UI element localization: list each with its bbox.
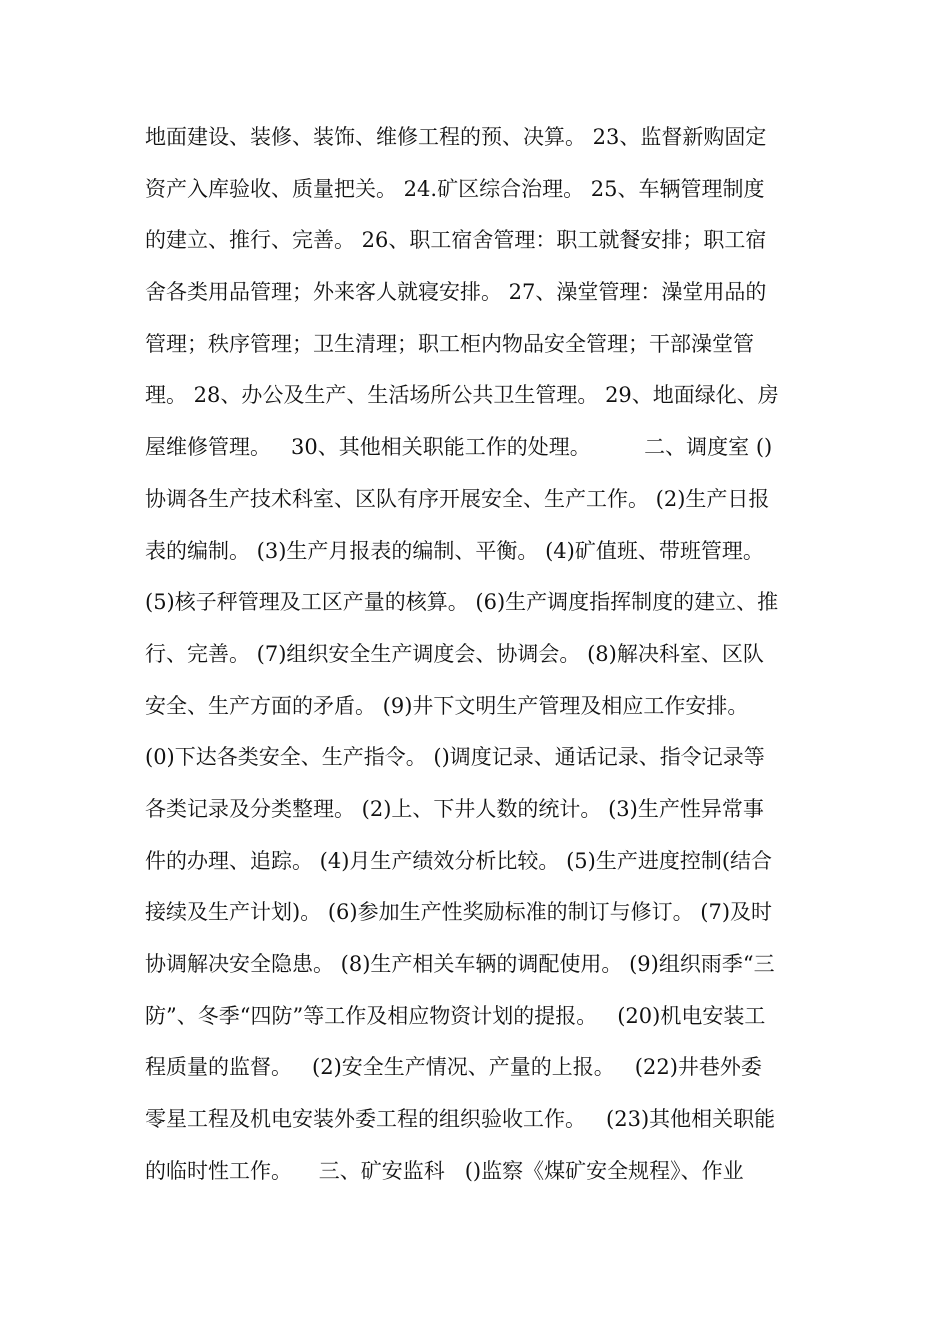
- text-line: 行、完善。 (7)组织安全生产调度会、协调会。 (8)解决科室、区队: [145, 641, 764, 666]
- text-line: (5)核子秤管理及工区产量的核算。 (6)生产调度指挥制度的建立、推: [145, 590, 779, 615]
- text-line: 理。 28、办公及生产、生活场所公共卫生管理。 29、地面绿化、房: [145, 383, 779, 408]
- text-line: 地面建设、装修、装饰、维修工程的预、决算。 23、监督新购固定: [145, 125, 767, 149]
- text-line: 接续及生产计划)。 (6)参加生产性奖励标准的制订与修订。 (7)及时: [145, 900, 773, 925]
- text-line: 协调各生产技术科室、区队有序开展安全、生产工作。 (2)生产日报: [145, 486, 770, 511]
- text-line: 表的编制。 (3)生产月报表的编制、平衡。 (4)矿值班、带班管理。: [145, 538, 764, 563]
- text-line: 的临时性工作。 三、矿安监科 ()监察《煤矿安全规程》、作业: [145, 1158, 744, 1183]
- text-line: 零星工程及机电安装外委工程的组织验收工作。 (23)其他相关职能: [145, 1107, 776, 1132]
- text-line: 程质量的监督。 (2)安全生产情况、产量的上报。 (22)井巷外委: [145, 1055, 762, 1080]
- text-line: 的建立、推行、完善。 26、职工宿舍管理：职工就餐安排；职工宿: [145, 228, 767, 253]
- document-body: [145, 112, 825, 1197]
- text-line: (0)下达各类安全、生产指令。 ()调度记录、通话记录、指令记录等: [145, 745, 765, 770]
- text-line: 资产入库验收、质量把关。 24.矿区综合治理。 25、车辆管理制度: [145, 176, 765, 201]
- text-line: 管理；秩序管理；卫生清理；职工柜内物品安全管理；干部澡堂管: [145, 331, 754, 356]
- text-line: 件的办理、追踪。 (4)月生产绩效分析比较。 (5)生产进度控制(结合: [145, 848, 773, 873]
- text-line: 安全、生产方面的矛盾。 (9)井下文明生产管理及相应工作安排。: [145, 693, 749, 718]
- text-line: 屋维修管理。 30、其他相关职能工作的处理。 二、调度室 (): [145, 435, 773, 460]
- text-line: 防”、冬季“四防”等工作及相应物资计划的提报。 (20)机电安装工: [145, 1003, 766, 1028]
- text-line: 各类记录及分类整理。 (2)上、下井人数的统计。 (3)生产性异常事: [145, 796, 764, 821]
- text-line: 协调解决安全隐患。 (8)生产相关车辆的调配使用。 (9)组织雨季“三: [145, 952, 775, 976]
- text-line: 舍各类用品管理；外来客人就寝安排。 27、澡堂管理：澡堂用品的: [145, 280, 767, 305]
